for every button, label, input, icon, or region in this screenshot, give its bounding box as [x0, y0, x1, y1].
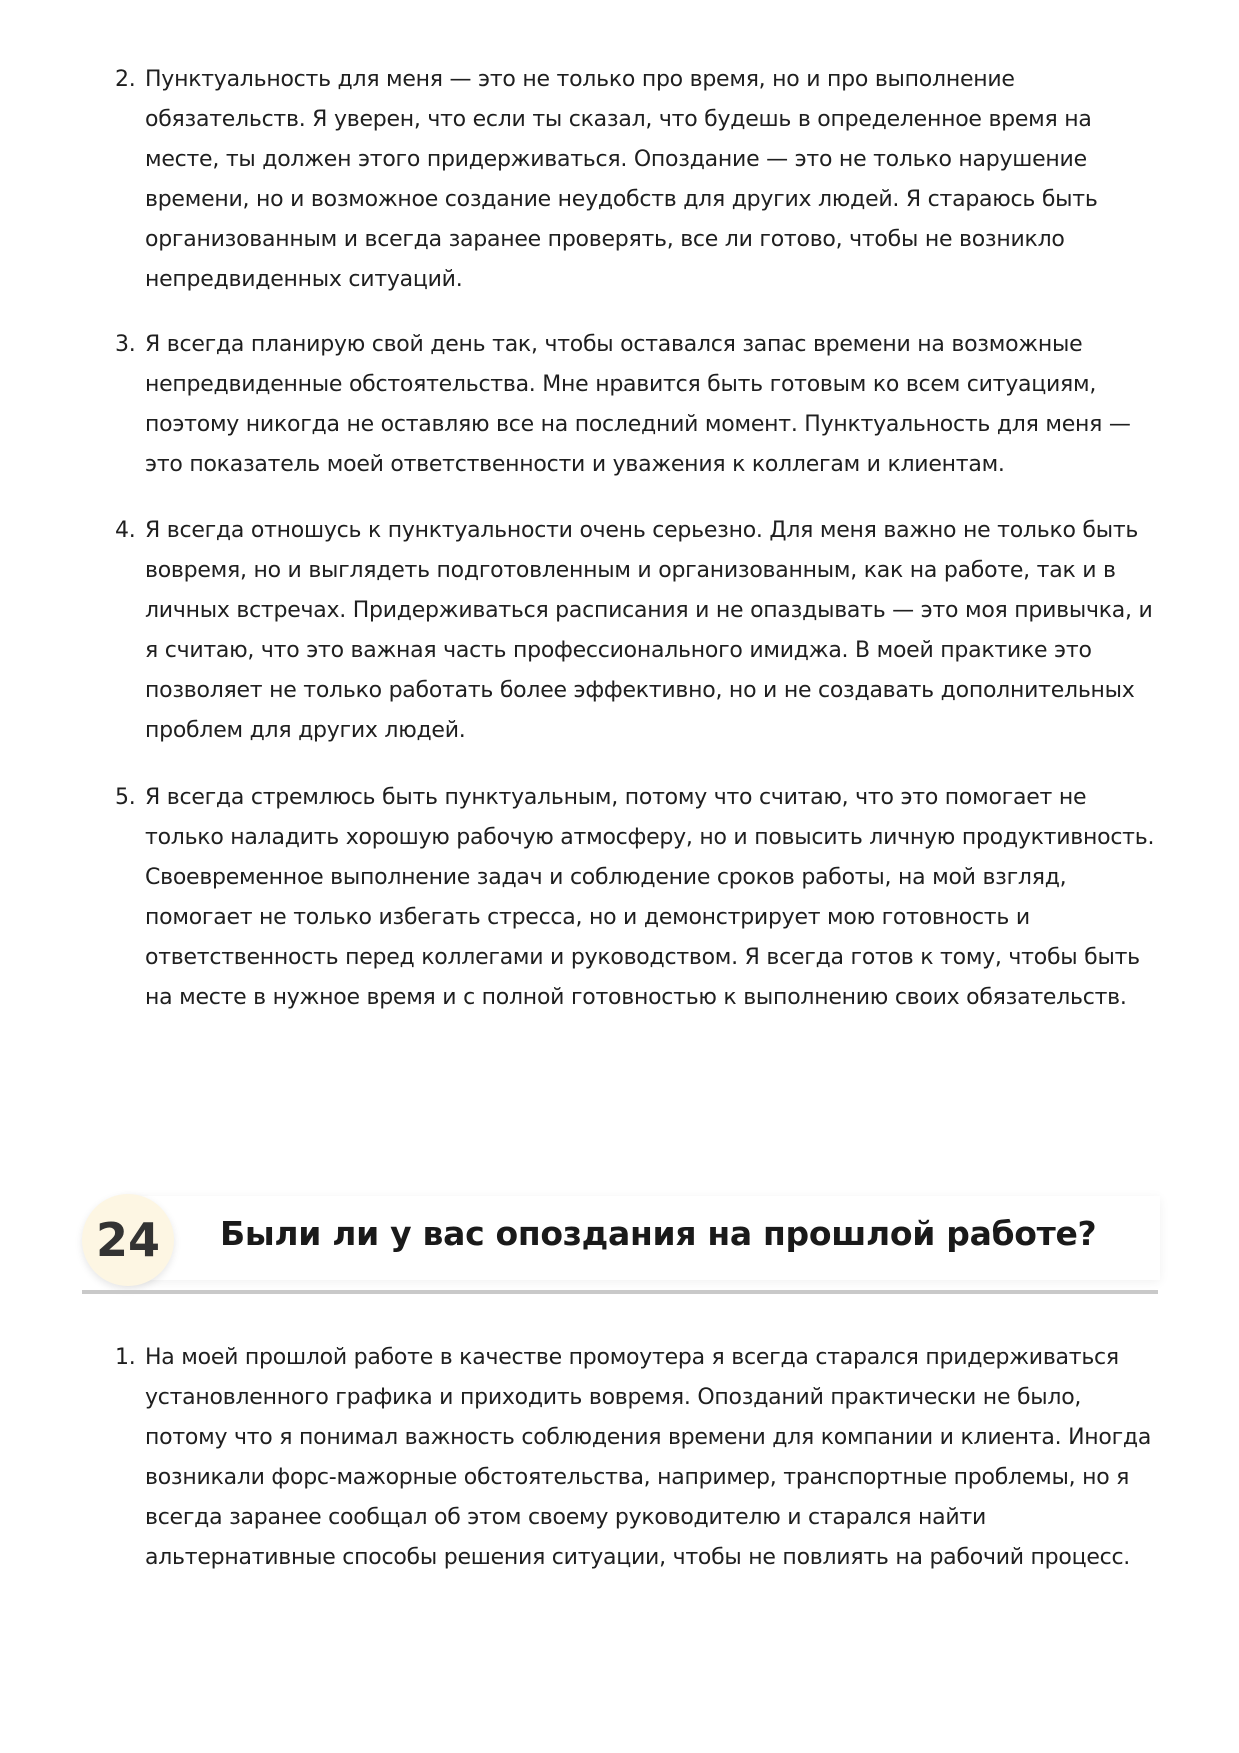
answer-number: 5.	[115, 785, 136, 810]
answer-text: Пунктуальность для меня — это не только про время, но и про выполнение обязательств. Я уверен, что если ты сказал, что будешь в определенное время на месте, ты должен этого придерживаться. Опоздание — это не только нарушение времени, но и возможное создание неудобств для других людей. Я стараюсь быть организованным и всегда заранее проверять, все ли готово, чтобы не возникло непредвиденных ситуаций.	[145, 67, 1098, 292]
question-number-badge: 24	[82, 1194, 174, 1286]
question-title: Были ли у вас опоздания на прошлой работе?	[220, 1214, 1097, 1253]
answer-text: Я всегда отношусь к пунктуальности очень серьезно. Для меня важно не только быть вовремя, но и выглядеть подготовленным и организованным, как на работе, так и в личных встречах. Придерживаться расписания и не опаздывать — это моя привычка, и я считаю, что это важная часть профессионального имиджа. В моей практике это позволяет не только работать более эффективно, но и не создавать дополнительных проблем для других людей.	[145, 518, 1153, 743]
question-divider	[82, 1290, 1158, 1294]
answer-number: 1.	[115, 1345, 136, 1370]
answer-text: Я всегда стремлюсь быть пунктуальным, потому что считаю, что это помогает не только наладить хорошую рабочую атмосферу, но и повысить личную продуктивность. Своевременное выполнение задач и соблюдение сроков работы, на мой взгляд, помогает не только избегать стресса, но и демонстрирует мою готовность и ответственность перед коллегами и руководством. Я всегда готов к тому, чтобы быть на месте в нужное время и с полной готовностью к выполнению своих обязательств.	[145, 785, 1155, 1010]
answer-item-1	[115, 1338, 1155, 1578]
answer-item-3	[115, 325, 1155, 485]
answer-number: 2.	[115, 67, 136, 92]
answer-item-2	[115, 60, 1155, 300]
answer-item-5	[115, 778, 1155, 1018]
answer-text: Я всегда планирую свой день так, чтобы оставался запас времени на возможные непредвиденные обстоятельства. Мне нравится быть готовым ко всем ситуациям, поэтому никогда не оставляю все на последний момент. Пунктуальность для меня — это показатель моей ответственности и уважения к коллегам и клиентам.	[145, 332, 1131, 477]
answer-item-4	[115, 511, 1155, 751]
answer-number: 4.	[115, 518, 136, 543]
question-header	[82, 1192, 1160, 1302]
answer-text: На моей прошлой работе в качестве промоутера я всегда старался придерживаться установленного графика и приходить вовремя. Опозданий практически не было, потому что я понимал важность соблюдения времени для компании и клиента. Иногда возникали форс-мажорные обстоятельства, например, транспортные проблемы, но я всегда заранее сообщал об этом своему руководителю и старался найти альтернативные способы решения ситуации, чтобы не повлиять на рабочий процесс.	[145, 1345, 1152, 1570]
answer-number: 3.	[115, 332, 136, 357]
